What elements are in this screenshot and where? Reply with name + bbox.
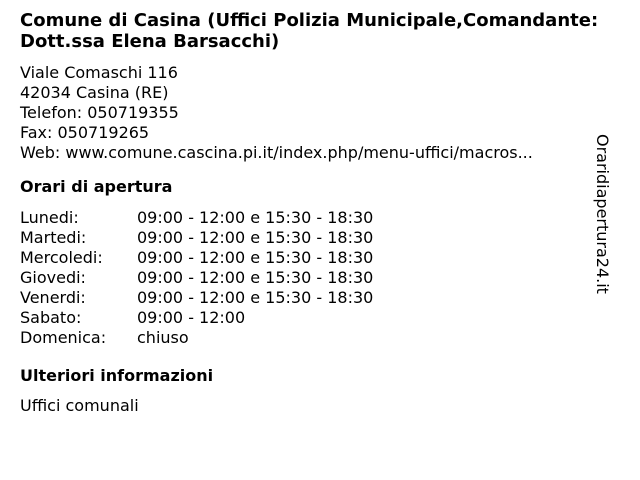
fax-number: Fax: 050719265 — [20, 123, 150, 142]
street-address: Viale Comaschi 116 — [20, 63, 178, 82]
day-label: Mercoledi: — [20, 248, 103, 267]
day-hours: 09:00 - 12:00 — [137, 308, 246, 327]
site-watermark: Oraridiapertura24.it — [593, 134, 612, 294]
hours-row-saturday — [20, 308, 373, 328]
day-hours: 09:00 - 12:00 e 15:30 - 18:30 — [137, 248, 374, 267]
day-label: Domenica: — [20, 328, 107, 347]
opening-hours-table — [20, 208, 373, 348]
day-hours: 09:00 - 12:00 e 15:30 - 18:30 — [137, 228, 374, 247]
day-hours: chiuso — [137, 328, 189, 347]
hours-row-monday — [20, 208, 373, 228]
day-label: Venerdi: — [20, 288, 86, 307]
day-label: Sabato: — [20, 308, 82, 327]
address-block — [20, 63, 612, 163]
city-address: 42034 Casina (RE) — [20, 83, 169, 102]
office-info-card — [20, 10, 612, 416]
hours-row-thursday — [20, 268, 373, 288]
hours-row-friday — [20, 288, 373, 308]
additional-info-heading: Ulteriori informazioni — [20, 366, 214, 385]
day-hours: 09:00 - 12:00 e 15:30 - 18:30 — [137, 288, 374, 307]
opening-hours-heading: Orari di apertura — [20, 177, 173, 196]
day-label: Lunedi: — [20, 208, 79, 227]
hours-row-sunday — [20, 328, 373, 348]
additional-info-text: Uffici comunali — [20, 396, 139, 415]
page-title: Comune di Casina (Uffici Polizia Municipale,Comandante: Dott.ssa Elena Barsacchi) — [20, 10, 599, 52]
day-label: Martedi: — [20, 228, 87, 247]
day-hours: 09:00 - 12:00 e 15:30 - 18:30 — [137, 268, 374, 287]
day-label: Giovedi: — [20, 268, 86, 287]
day-hours: 09:00 - 12:00 e 15:30 - 18:30 — [137, 208, 374, 227]
website-link[interactable]: Web: www.comune.cascina.pi.it/index.php/menu-uffici/macros... — [20, 143, 533, 162]
hours-row-wednesday — [20, 248, 373, 268]
phone-number: Telefon: 050719355 — [20, 103, 179, 122]
hours-row-tuesday — [20, 228, 373, 248]
